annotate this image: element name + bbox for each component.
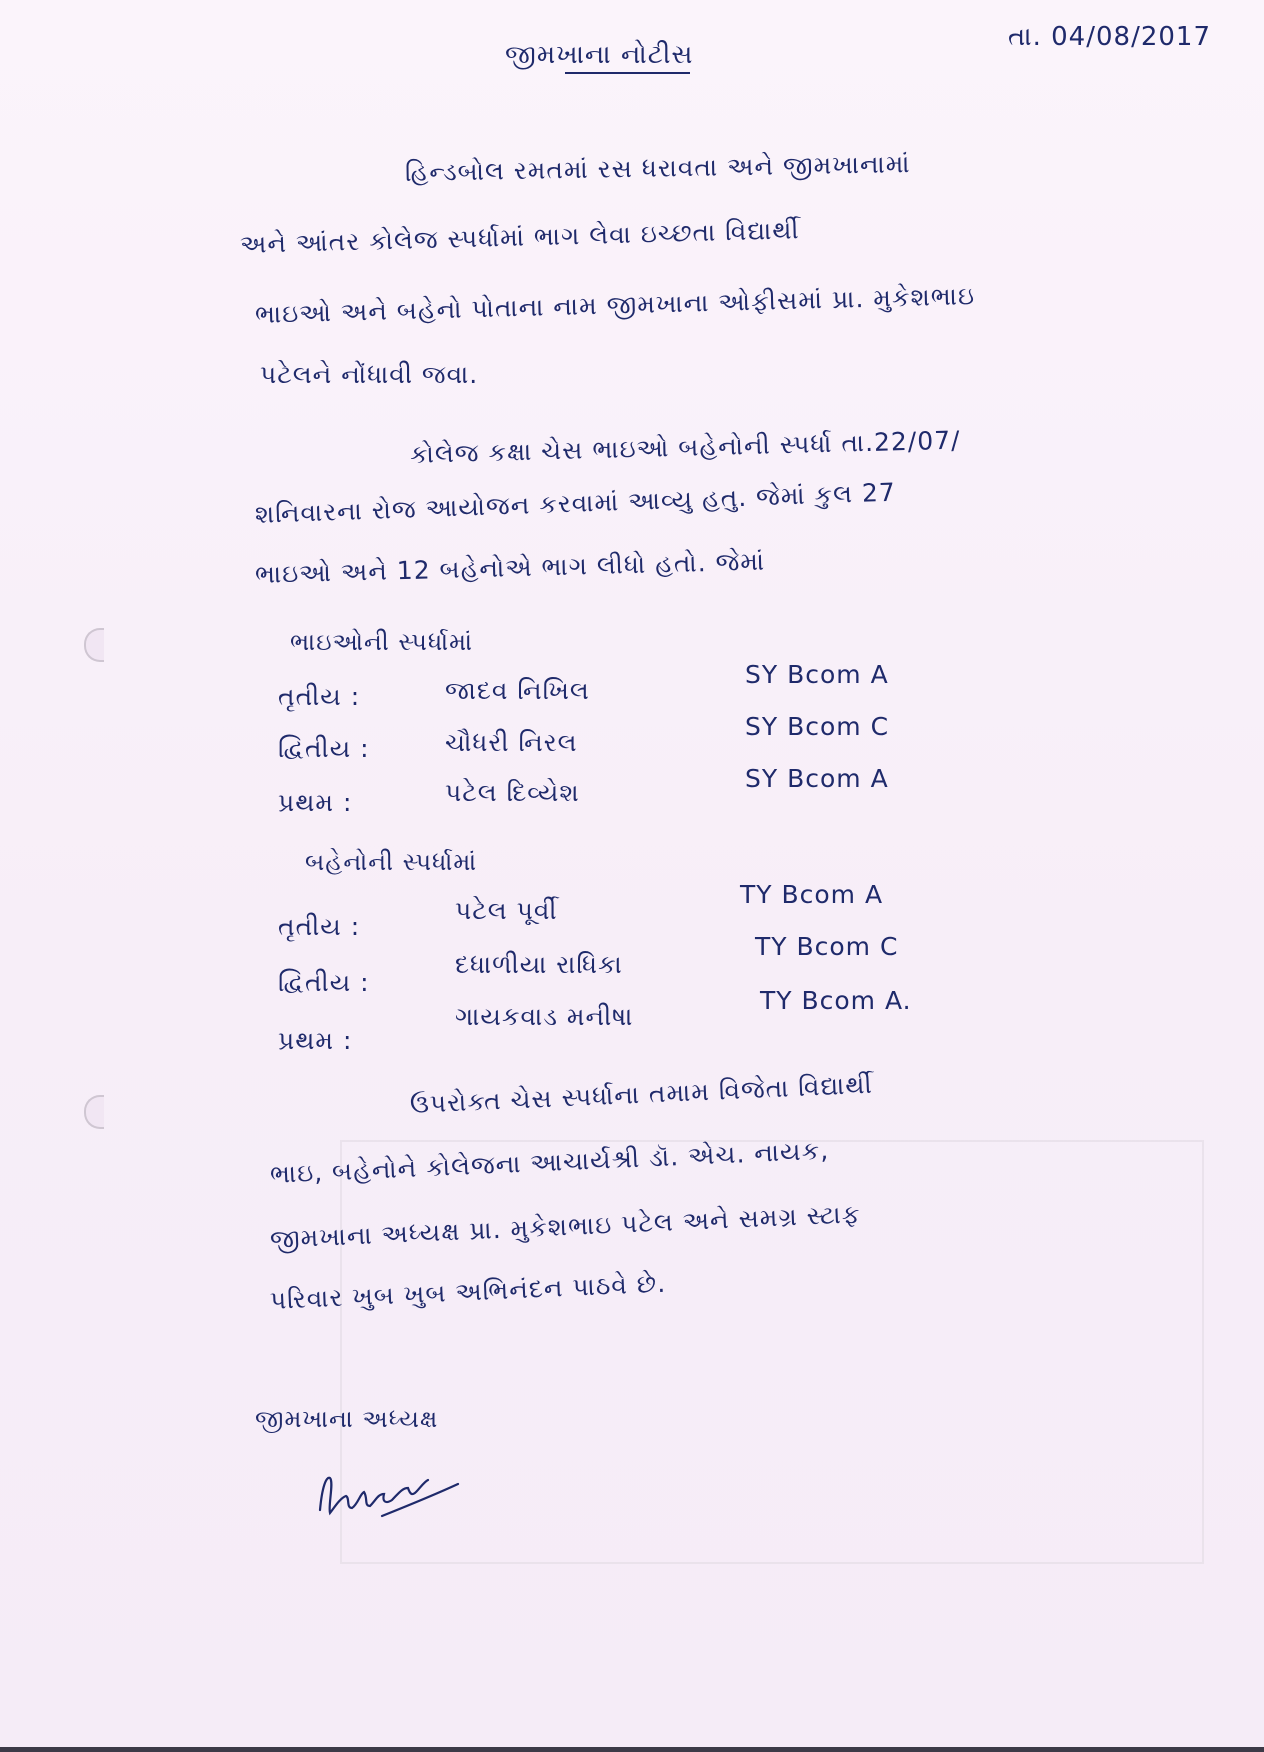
body-line-4: પટેલને નોંધાવી જવા. bbox=[260, 360, 479, 389]
boys-name-1: જાદવ નિખિલ bbox=[445, 676, 590, 705]
signatory-designation: જીમખાના અધ્યક્ષ bbox=[255, 1405, 439, 1433]
punch-hole-top bbox=[84, 628, 104, 662]
boys-name-2: ચૌધરી નિરલ bbox=[445, 728, 578, 757]
girls-class-1: TY Bcom A bbox=[740, 880, 884, 909]
notice-date: તા. 04/08/2017 bbox=[1008, 22, 1211, 52]
girls-section-heading: બહેનોની સ્પર્ધામાં bbox=[305, 848, 478, 876]
boys-rank-3: પ્રથમ : bbox=[278, 788, 353, 817]
body-line-3: ભાઇઓ અને બહેનો પોતાના નામ જીમખાના ઓફીસમાં પ્રા. મુકેશભાઇ bbox=[254, 281, 976, 329]
title-underline bbox=[565, 72, 690, 74]
boys-class-1: SY Bcom A bbox=[745, 660, 889, 689]
girls-rank-3: પ્રથમ : bbox=[278, 1026, 353, 1055]
scan-bottom-edge bbox=[0, 1747, 1264, 1752]
body-line-11: પરિવાર ખુબ ખુબ અભિનંદન પાઠવે છે. bbox=[269, 1268, 667, 1315]
boys-section-heading: ભાઇઓની સ્પર્ધામાં bbox=[290, 628, 473, 656]
boys-name-3: પટેલ દિવ્યેશ bbox=[445, 778, 580, 807]
body-line-9: ભાઇ, બહેનોને કોલેજના આચાર્યશ્રી ડૉ. એચ. નાયક, bbox=[269, 1135, 830, 1189]
punch-hole-bottom bbox=[84, 1095, 104, 1129]
boys-rank-2: દ્વિતીય : bbox=[278, 734, 370, 763]
girls-name-2: દધાળીયા રાધિકા bbox=[455, 950, 623, 979]
boys-rank-1: તૃતીય : bbox=[278, 682, 361, 711]
boys-class-3: SY Bcom A bbox=[745, 764, 889, 793]
body-line-10: જીમખાના અધ્યક્ષ પ્રા. મુકેશભાઇ પટેલ અને સમગ્ર સ્ટાફ bbox=[269, 1199, 862, 1254]
girls-rank-1: તૃતીય : bbox=[278, 912, 361, 941]
body-line-2: અને આંતર કોલેજ સ્પર્ધામાં ભાગ લેવા ઇચ્છતા વિદ્યાર્થી bbox=[239, 215, 800, 259]
girls-name-1: પટેલ પૂર્વી bbox=[455, 896, 558, 925]
body-line-8: ઉપરોક્ત ચેસ સ્પર્ધાના તમામ વિજેતા વિદ્યાર્થી bbox=[409, 1069, 874, 1119]
girls-class-2: TY Bcom C bbox=[755, 932, 899, 961]
girls-rank-2: દ્વિતીય : bbox=[278, 968, 370, 997]
body-line-7: ભાઇઓ અને 12 બહેનોએ ભાગ લીધો હતો. જેમાં bbox=[254, 546, 766, 589]
handwritten-signature bbox=[312, 1458, 462, 1528]
girls-class-3: TY Bcom A. bbox=[760, 986, 912, 1015]
notice-title: જીમખાના નોટીસ bbox=[505, 40, 694, 70]
body-line-5: કોલેજ કક્ષા ચેસ ભાઇઓ બહેનોની સ્પર્ધા તા.22/07/ bbox=[409, 425, 961, 469]
girls-name-3: ગાયકવાડ મનીષા bbox=[455, 1002, 634, 1031]
boys-class-2: SY Bcom C bbox=[745, 712, 890, 741]
body-line-1: હિન્ડબોલ રમતમાં રસ ધરાવતા અને જીમખાનામાં bbox=[404, 149, 911, 187]
body-line-6: શનિવારના રોજ આયોજન કરવામાં આવ્યુ હતુ. જેમાં કુલ 27 bbox=[254, 477, 897, 529]
